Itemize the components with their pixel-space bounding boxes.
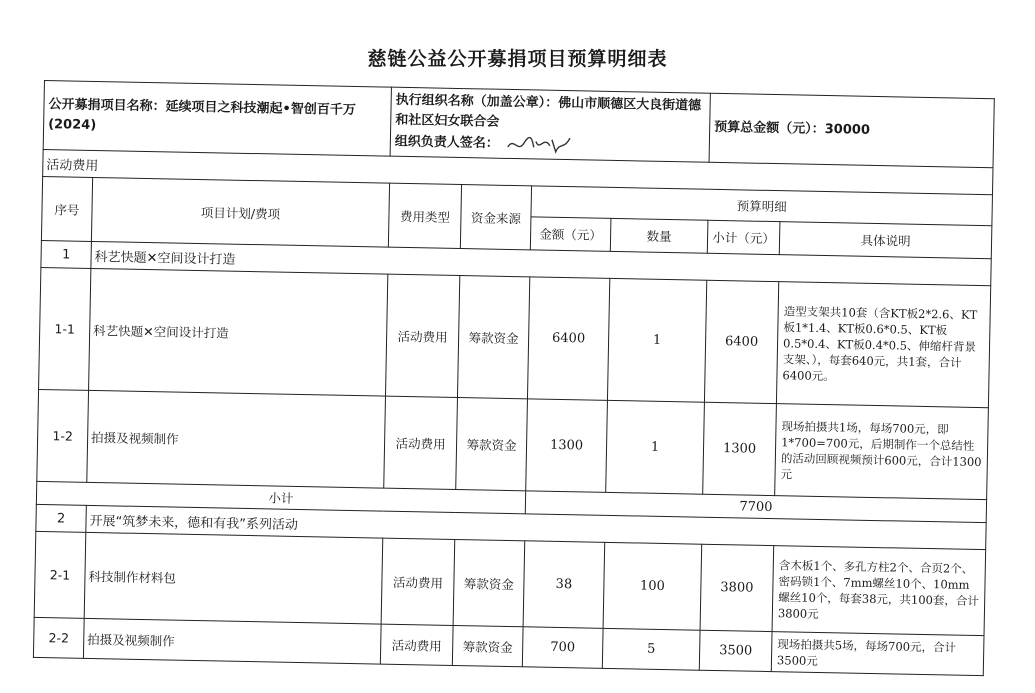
item-subtotal: 3800 bbox=[700, 544, 774, 631]
item-source: 筹款资金 bbox=[457, 276, 529, 399]
handwritten-signature bbox=[503, 133, 573, 156]
item-no: 1-1 bbox=[39, 267, 91, 390]
item-qty: 1 bbox=[606, 400, 705, 494]
budget-table bbox=[33, 80, 995, 676]
col-source: 资金来源 bbox=[460, 185, 531, 250]
table-row bbox=[39, 267, 991, 407]
item-name: 科艺快题✕空间设计打造 bbox=[89, 268, 388, 396]
item-desc: 含木板1个、多孔方柱2个、合页2个、密码锁1个、7mm螺丝10个、10mm螺丝10个，每套38元，共100套，合计3800元 bbox=[772, 546, 986, 636]
item-amount: 6400 bbox=[527, 277, 609, 401]
item-desc: 造型支架共10套（含KT板2*2.6、KT板1*1.4、KT板0.6*0.5、KT板0.5*0.4、KT板0.4*0.5、伸缩杆背景支架、），每套640元，共1套，合计6400元。 bbox=[776, 282, 990, 408]
section-label: 活动费用 bbox=[43, 149, 993, 194]
item-no: 2-1 bbox=[34, 531, 86, 618]
item-source: 筹款资金 bbox=[452, 625, 523, 666]
item-type: 活动费用 bbox=[380, 624, 453, 665]
org-cell bbox=[390, 87, 710, 162]
item-desc: 现场拍摄共5场，每场700元，合计3500元 bbox=[771, 632, 984, 676]
subtotal-label: 小计 bbox=[36, 481, 525, 513]
item-subtotal: 3500 bbox=[699, 630, 772, 671]
item-subtotal: 6400 bbox=[704, 280, 778, 403]
item-source: 筹款资金 bbox=[453, 539, 525, 626]
col-amount: 金额（元） bbox=[530, 217, 611, 252]
item-type: 活动费用 bbox=[384, 396, 458, 489]
item-amount: 1300 bbox=[526, 399, 608, 493]
item-name: 拍摄及视频制作 bbox=[83, 618, 381, 664]
item-desc: 现场拍摄共1场，每场700元，即1*700=700元，后期制作一个总结性的活动回顾视频预计600元，合计1300元 bbox=[775, 404, 989, 500]
item-name: 拍摄及视频制作 bbox=[87, 390, 386, 488]
budget-total-cell: 预算总金额（元）：30000 bbox=[709, 93, 994, 167]
item-type: 活动费用 bbox=[381, 538, 455, 625]
group-name: 科艺快题✕空间设计打造 bbox=[91, 241, 991, 285]
group-name: 开展“筑梦未来，德和有我”系列活动 bbox=[86, 505, 986, 549]
item-source: 筹款资金 bbox=[456, 397, 528, 490]
item-qty: 1 bbox=[607, 278, 706, 402]
item-no: 2-2 bbox=[33, 617, 84, 658]
col-detail: 预算明细 bbox=[531, 186, 993, 226]
document-title: 慈链公益公开募捐项目预算明细表 bbox=[367, 48, 668, 70]
group-no: 1 bbox=[41, 240, 92, 268]
org-name: 执行组织名称（加盖公章）：佛山市顺德区大良街道德和社区妇女联合会 bbox=[395, 92, 702, 130]
item-no: 1-2 bbox=[37, 389, 89, 482]
subtotal-value: 7700 bbox=[525, 491, 986, 523]
col-desc: 具体说明 bbox=[779, 222, 992, 259]
col-type: 费用类型 bbox=[388, 183, 461, 248]
signer-line bbox=[395, 131, 705, 159]
budget-sheet bbox=[33, 80, 994, 676]
col-qty: 数量 bbox=[610, 218, 708, 253]
item-qty: 100 bbox=[603, 542, 702, 630]
item-name: 科技制作材料包 bbox=[84, 532, 383, 624]
item-type: 活动费用 bbox=[385, 274, 459, 397]
item-amount: 700 bbox=[522, 627, 603, 669]
table-row bbox=[37, 389, 989, 499]
col-subtotal: 小计（元） bbox=[707, 220, 780, 254]
item-qty: 5 bbox=[602, 628, 700, 670]
group-no: 2 bbox=[36, 504, 87, 532]
col-seq: 序号 bbox=[41, 176, 92, 241]
item-amount: 38 bbox=[523, 541, 605, 629]
item-subtotal: 1300 bbox=[703, 402, 777, 495]
col-item: 项目计划/费项 bbox=[91, 177, 389, 247]
signer-label: 组织负责人签名： bbox=[394, 134, 500, 152]
project-name-cell: 公开募捐项目名称：延续项目之科技潮起•智创百千万(2024) bbox=[43, 81, 391, 157]
